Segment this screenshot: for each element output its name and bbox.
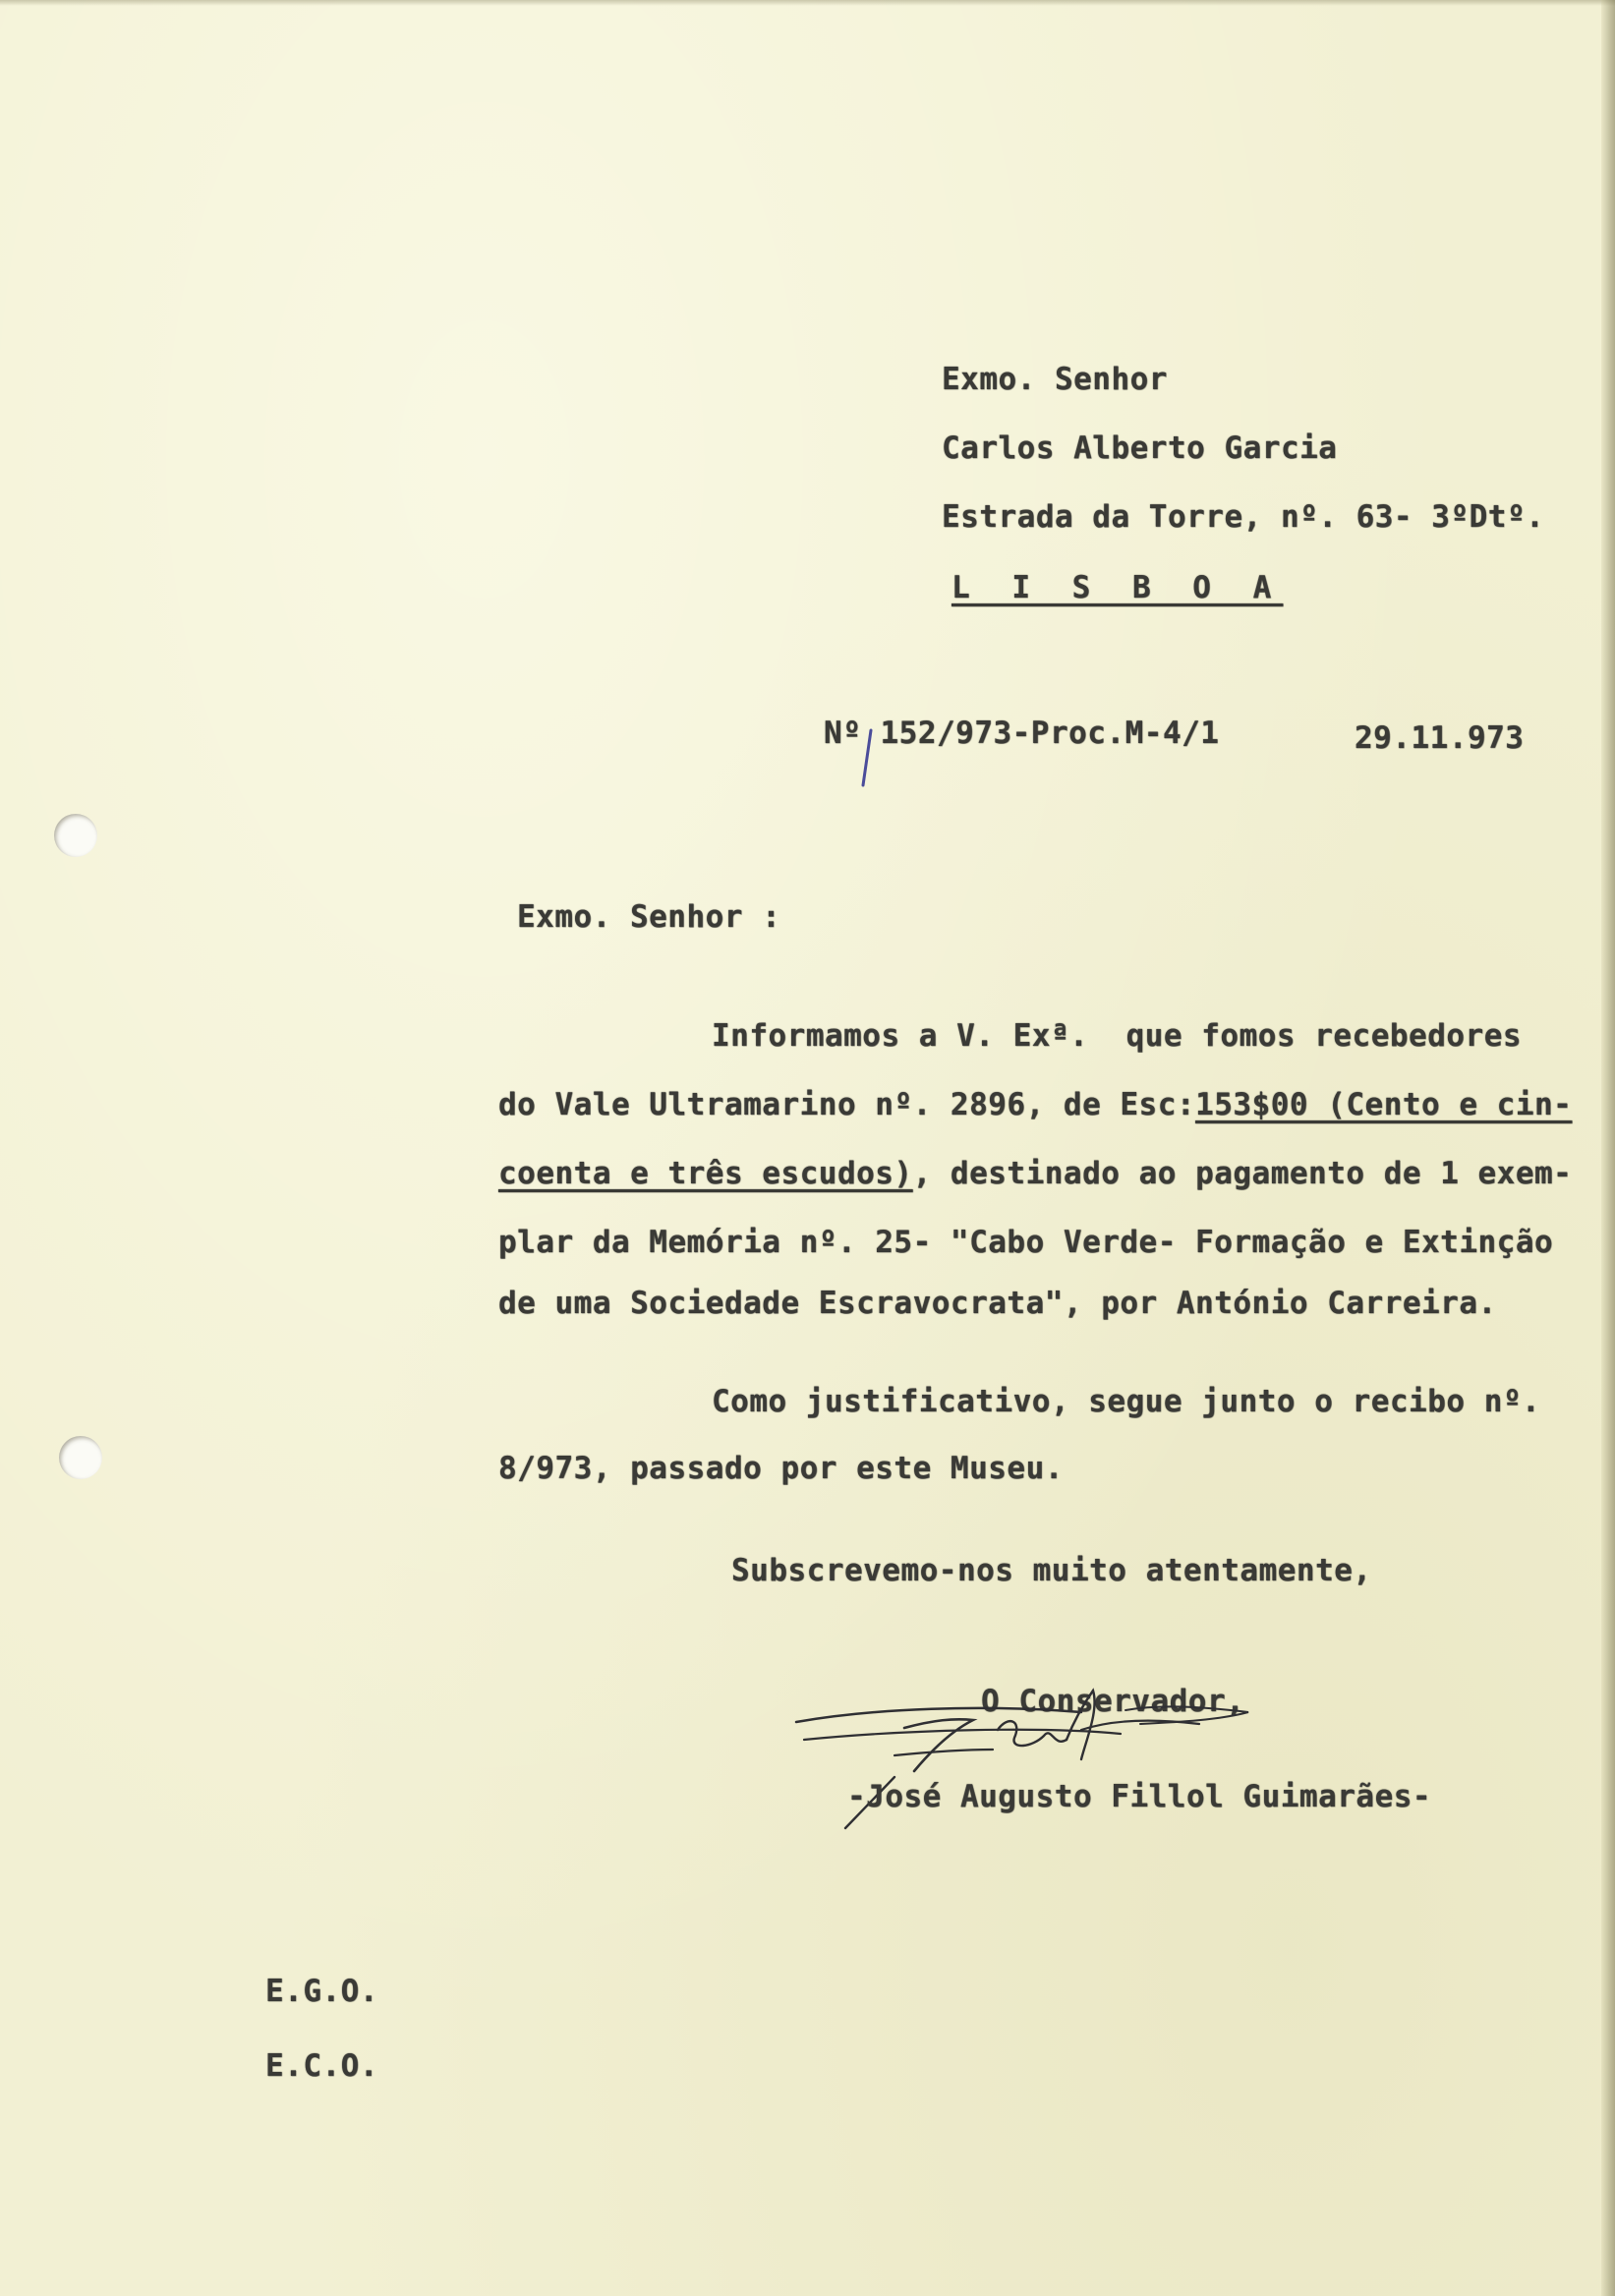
amount-underlined: 153$00 (Cento e cin- [1195, 1087, 1573, 1122]
recipient-name: Carlos Alberto Garcia [942, 430, 1338, 466]
body-line-2-start: do Vale Ultramarino nº. 2896, de Esc: [498, 1087, 1196, 1122]
copy-recipient-1: E.G.O. [265, 1974, 378, 2009]
body-line-3-end: , destinado ao pagamento de 1 exem- [912, 1156, 1573, 1191]
recipient-city: L I S B O A [952, 570, 1284, 605]
body-line-5: de uma Sociedade Escravocrata", por António Carreira. [498, 1286, 1497, 1321]
body-line-7: 8/973, passado por este Museu. [498, 1451, 1064, 1486]
greeting: Exmo. Senhor : [517, 899, 781, 935]
punch-hole-upper [54, 814, 97, 857]
signature-title: O Conservador, [981, 1684, 1245, 1719]
recipient-salutation: Exmo. Senhor [942, 362, 1168, 397]
reference-prefix: Nº [824, 716, 862, 751]
body-line-3 [498, 1156, 1572, 1191]
recipient-street: Estrada da Torre, nº. 63- 3ºDtº. [942, 499, 1545, 535]
body-line-2 [498, 1087, 1572, 1122]
paper-edge-right [1601, 0, 1615, 2296]
closing-line: Subscrevemo-nos muito atentamente, [731, 1553, 1372, 1588]
reference-code: 152/973-Proc.M-4/1 [880, 716, 1220, 751]
punch-hole-lower [59, 1436, 102, 1479]
body-line-4: plar da Memória nº. 25- "Cabo Verde- Formação e Extinção [498, 1225, 1554, 1260]
body-line-6: Como justificativo, segue junto o recibo nº. [712, 1384, 1541, 1419]
signature-name: -José Augusto Fillol Guimarães- [847, 1779, 1432, 1814]
reference-number [824, 716, 1219, 751]
amount-words-underlined: coenta e três escudos) [498, 1156, 913, 1191]
body-line-1: Informamos a V. Exª. que fomos recebedores [712, 1018, 1523, 1054]
copy-recipient-2: E.C.O. [265, 2048, 378, 2084]
paper-edge-top [0, 0, 1615, 6]
reference-date: 29.11.973 [1355, 720, 1525, 756]
